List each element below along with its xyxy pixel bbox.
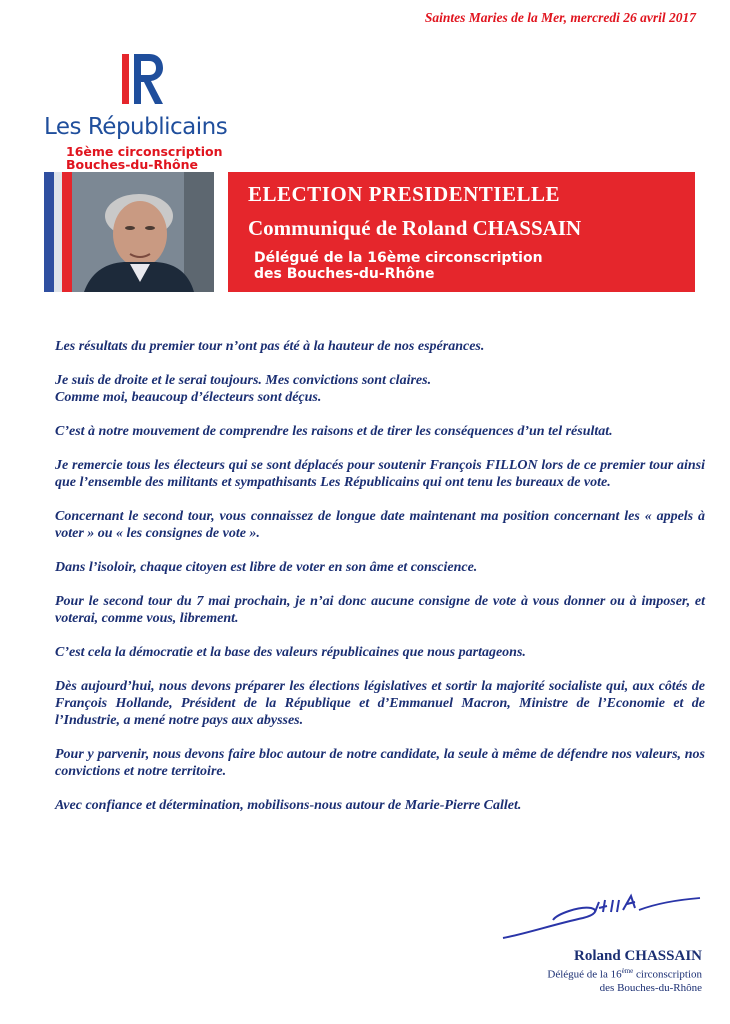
dateline: Saintes Maries de la Mer, mercredi 26 avril 2017	[424, 10, 696, 25]
paragraph: Je remercie tous les électeurs qui se sont déplacés pour soutenir François FILLON lors de ce premier tour ainsi que l’ensemble des militants et sympathisants Les Républicains qui ont tenu les bureaux de vote.	[55, 458, 705, 490]
header-banner	[228, 172, 695, 292]
banner-delegate	[254, 250, 543, 282]
paragraph: Concernant le second tour, vous connaissez de longue date maintenant ma position concernant les « appels à voter » ou « les consignes de vote ».	[55, 509, 705, 541]
role-line2: des Bouches-du-Rhône	[599, 981, 702, 994]
paragraph: C’est cela la démocratie et la base des valeurs républicaines que nous partageons.	[55, 645, 526, 660]
les-republicains-logo	[44, 50, 239, 172]
signatory-role	[502, 965, 702, 995]
paragraph: Pour y parvenir, nous devons faire bloc autour de notre candidate, la seule à même de défendre nos valeurs, nos convictions et notre territoire.	[55, 747, 705, 779]
paragraph-line: Je suis de droite et le serai toujours. Mes convictions sont claires.	[55, 373, 432, 388]
role-prefix: Délégué de la 16	[547, 968, 622, 981]
paragraph: Dans l’isoloir, chaque citoyen est libre de voter en son âme et conscience.	[55, 560, 478, 575]
logo-circonscription: 16ème circonscription	[66, 144, 223, 159]
logo-department: Bouches-du-Rhône	[66, 157, 198, 172]
handwritten-signature-icon	[495, 888, 710, 948]
paragraph: C’est à notre mouvement de comprendre les raisons et de tirer les conséquences d’un tel résultat.	[55, 424, 613, 439]
paragraph-line: Comme moi, beaucoup d’électeurs sont déçus.	[55, 390, 322, 405]
portrait-photo	[44, 172, 214, 292]
lr-logo-mark-icon	[116, 52, 166, 110]
role-suffix: circonscription	[633, 968, 702, 981]
banner-delegate-line2: des Bouches-du-Rhône	[254, 266, 435, 282]
communique-body	[55, 338, 705, 831]
paragraph	[55, 372, 705, 406]
banner-delegate-line1: Délégué de la 16ème circonscription	[254, 250, 543, 266]
paragraph: Avec confiance et détermination, mobilisons-nous autour de Marie-Pierre Callet.	[55, 798, 522, 813]
banner-title: ELECTION PRESIDENTIELLE	[248, 182, 561, 206]
portrait-icon	[44, 172, 214, 292]
paragraph: Pour le second tour du 7 mai prochain, je n’ai donc aucune consigne de vote à vous donner ou à imposer, et voterai, comme vous, librement.	[55, 594, 705, 626]
role-superscript: ème	[621, 967, 634, 975]
paragraph: Dès aujourd’hui, nous devons préparer les élections législatives et sortir la majorité socialiste qui, aux côtés de François Hollande, Président de la République et d’Emmanuel Macron, Ministre de l’Economie et de l’Industrie, a mené notre pays aux abysses.	[55, 679, 705, 728]
logo-name: Les Républicains	[44, 114, 228, 140]
paragraph: Les résultats du premier tour n’ont pas été à la hauteur de nos espérances.	[55, 339, 485, 354]
banner-subtitle: Communiqué de Roland CHASSAIN	[248, 216, 582, 240]
signatory-name: Roland CHASSAIN	[574, 948, 702, 964]
